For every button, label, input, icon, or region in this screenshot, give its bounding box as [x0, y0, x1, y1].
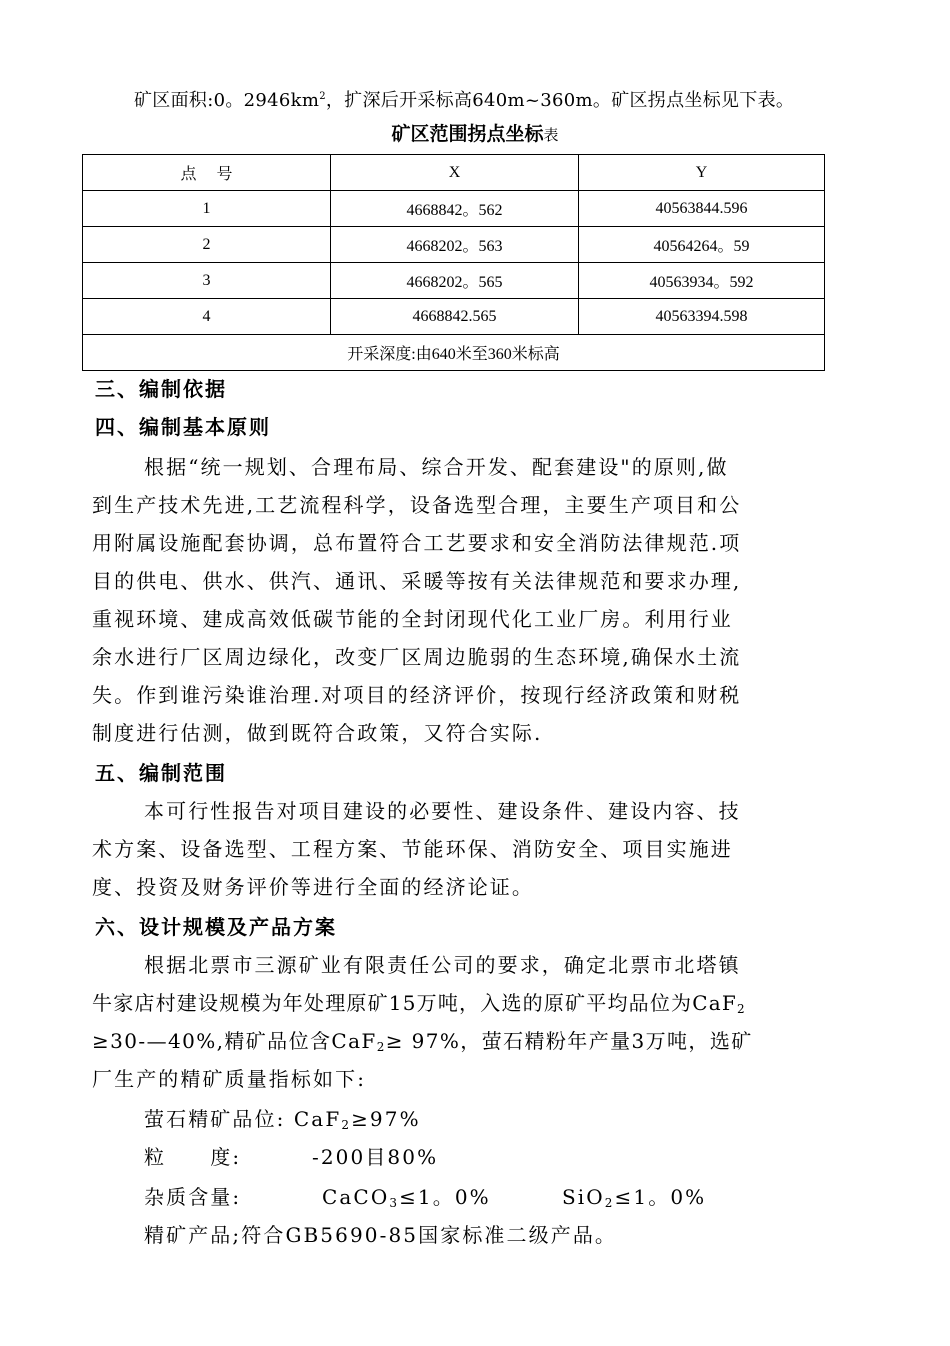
s4-line-5: 重视环境、建成高效低碳节能的全封闭现代化工业厂房。利用行业 [92, 607, 733, 631]
s6-line-2-sub: 2 [736, 1002, 746, 1016]
cell-x: 4668202。563 [331, 227, 579, 263]
s4-line-3: 用附属设施配套协调，总布置符合工艺要求和安全消防法律规范.项 [92, 531, 742, 555]
coordinates-table [82, 154, 825, 371]
cell-y: 40563394.598 [579, 299, 825, 335]
caco3-sub: 3 [389, 1196, 400, 1210]
table-caption-text: 矿区范围拐点坐标 [391, 123, 544, 145]
table-caption [0, 119, 950, 146]
s5-line-3: 度、投资及财务评价等进行全面的经济论证。 [92, 875, 534, 899]
s5-line-2: 术方案、设备选型、工程方案、节能环保、消防安全、项目实施进 [92, 837, 733, 861]
s4-line-8: 制度进行估测，做到既符合政策，又符合实际. [92, 721, 543, 745]
s4-line-6: 余水进行厂区周边绿化，改变厂区周边脆弱的生态环境,确保水土流 [92, 645, 742, 669]
s6-line-3-text-b: ≥ 97%，萤石精粉年产量3万吨，选矿 [385, 1029, 753, 1053]
cell-y: 40564264。59 [579, 227, 825, 263]
spec-grade-value: ≥97% [351, 1107, 421, 1131]
section-5-title: 五、编制范围 [95, 761, 227, 785]
spec-impurity-sio2 [562, 1181, 706, 1210]
sio2-sub: 2 [604, 1196, 615, 1210]
table-footer: 开采深度:由640米至360米标高 [83, 335, 825, 371]
sio2-text: SiO [562, 1185, 605, 1209]
spec-product: 精矿产品;符合GB5690-85国家标准二级产品。 [144, 1223, 618, 1247]
table-row [83, 191, 825, 227]
s4-line-7: 失。作到谁污染谁治理.对项目的经济评价，按现行经济政策和财税 [92, 683, 742, 707]
cell-point: 4 [83, 299, 331, 335]
s4-line-2: 到生产技术先进,工艺流程科学，设备选型合理，主要生产项目和公 [92, 493, 742, 517]
section-4-title: 四、编制基本原则 [95, 415, 271, 439]
cell-point: 2 [83, 227, 331, 263]
spec-impurity-caco3 [322, 1181, 562, 1210]
table-caption-suffix: 表 [543, 126, 559, 144]
cell-x: 4668842。562 [331, 191, 579, 227]
s6-line-3-text-a: ≥30-—40%,精矿品位含CaF [92, 1029, 377, 1053]
table-row [83, 263, 825, 299]
cell-point: 3 [83, 263, 331, 299]
s6-line-2-text: 牛家店村建设规模为年处理原矿15万吨，入选的原矿平均品位为CaF [92, 991, 737, 1015]
s6-line-3 [92, 1025, 753, 1054]
cell-point: 1 [83, 191, 331, 227]
intro-text-a: 矿区面积:0。2946km [134, 90, 320, 111]
header-point-no: 点 号 [83, 155, 331, 191]
spec-impurity-label: 杂质含量: [144, 1185, 242, 1209]
s6-line-1: 根据北票市三源矿业有限责任公司的要求，确定北票市北塔镇 [144, 953, 741, 977]
spec-impurity [144, 1181, 706, 1210]
s6-line-2 [92, 987, 746, 1016]
s6-line-3-sub: 2 [376, 1040, 386, 1054]
cell-x: 4668202。565 [331, 263, 579, 299]
table-header-row [83, 155, 825, 191]
spec-grade-sub: 2 [341, 1118, 352, 1132]
cell-y: 40563844.596 [579, 191, 825, 227]
spec-grade-label: 萤石精矿品位: CaF [144, 1107, 342, 1131]
s4-line-4: 目的供电、供水、供汽、通讯、采暖等按有关法律规范和要求办理, [92, 569, 742, 593]
s4-line-1: 根据“统一规划、合理布局、综合开发、配套建设"的原则,做 [144, 455, 729, 479]
intro-text-b: ，扩深后开采标高640m~360m。矿区拐点坐标见下表。 [325, 90, 795, 111]
intro-line [134, 86, 794, 112]
spec-granularity [144, 1141, 438, 1170]
table-row [83, 227, 825, 263]
section-6-title: 六、设计规模及产品方案 [95, 915, 337, 939]
cell-y: 40563934。592 [579, 263, 825, 299]
caco3-value: ≤1。0% [399, 1185, 491, 1209]
s5-line-1: 本可行性报告对项目建设的必要性、建设条件、建设内容、技 [144, 799, 741, 823]
header-x: X [331, 155, 579, 191]
header-y: Y [579, 155, 825, 191]
spec-grade [144, 1103, 421, 1132]
intro-superscript: 2 [319, 91, 326, 102]
sio2-value: ≤1。0% [614, 1185, 707, 1209]
s6-line-4: 厂生产的精矿质量指标如下: [92, 1067, 367, 1091]
spec-granularity-label: 粒 度: [144, 1145, 242, 1169]
caco3-text: CaCO [322, 1185, 390, 1209]
section-3-title: 三、编制依据 [95, 377, 227, 401]
spec-granularity-value: -200目80% [312, 1145, 439, 1169]
cell-x: 4668842.565 [331, 299, 579, 335]
table-footer-row [83, 335, 825, 371]
table-row [83, 299, 825, 335]
